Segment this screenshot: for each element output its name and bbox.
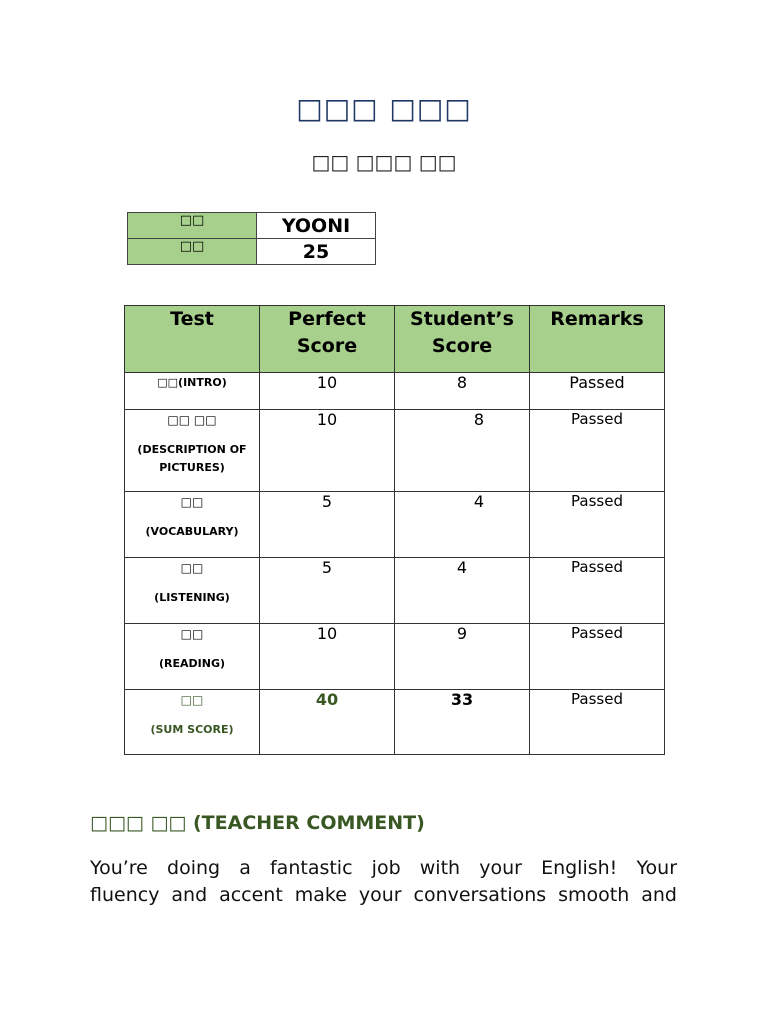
test-name-kor: □□: [180, 495, 204, 509]
remark-cell: Passed: [530, 558, 665, 624]
name-value: YOONI: [257, 213, 376, 239]
table-row: [125, 558, 665, 624]
remark-cell: Passed: [530, 373, 665, 410]
perfect-score-total: 40: [260, 690, 395, 755]
remark-cell: Passed: [530, 690, 665, 755]
student-score-cell: 4: [395, 558, 530, 624]
test-name-cell: [125, 373, 260, 410]
table-row: [125, 690, 665, 755]
student-score-cell: 4: [395, 492, 530, 558]
teacher-comment-heading: □□□ □□ (TEACHER COMMENT): [90, 812, 425, 834]
document-title: □□□ □□□: [296, 92, 472, 125]
name-label: □□: [128, 213, 257, 239]
test-name-eng: (DESCRIPTION OF PICTURES): [137, 443, 247, 474]
table-row: [125, 373, 665, 410]
test-name-cell: [125, 558, 260, 624]
perfect-score-cell: 10: [260, 624, 395, 690]
test-name-kor: □□: [180, 627, 204, 641]
table-row: [125, 624, 665, 690]
student-score-cell: 9: [395, 624, 530, 690]
name-row: [128, 213, 376, 239]
test-name-eng: (VOCABULARY): [145, 525, 239, 538]
student-info-table: [127, 212, 376, 265]
test-name-eng: (SUM SCORE): [150, 723, 234, 736]
perfect-score-cell: 10: [260, 373, 395, 410]
test-name-kor: □□: [180, 561, 204, 575]
header-student-score: Student’s Score: [395, 306, 530, 373]
age-label: □□: [128, 239, 257, 265]
test-name-eng: (LISTENING): [154, 591, 230, 604]
header-perfect-score: Perfect Score: [260, 306, 395, 373]
table-row: [125, 492, 665, 558]
student-score-total: 33: [395, 690, 530, 755]
test-name-cell: [125, 492, 260, 558]
test-name-eng: (READING): [158, 657, 225, 670]
score-table: [124, 305, 665, 755]
test-name-kor: □□(INTRO): [157, 376, 227, 389]
header-test: Test: [125, 306, 260, 373]
score-table-header: [125, 306, 665, 373]
student-score-cell: 8: [395, 373, 530, 410]
test-name-kor: □□: [180, 693, 204, 707]
test-name-cell: [125, 690, 260, 755]
test-name-kor: □□ □□: [167, 413, 217, 427]
remark-cell: Passed: [530, 624, 665, 690]
perfect-score-cell: 10: [260, 410, 395, 492]
test-name-cell: [125, 410, 260, 492]
table-row: [125, 410, 665, 492]
header-remarks: Remarks: [530, 306, 665, 373]
remark-cell: Passed: [530, 492, 665, 558]
perfect-score-cell: 5: [260, 492, 395, 558]
document-subtitle: □□ □□□ □□: [311, 150, 457, 174]
perfect-score-cell: 5: [260, 558, 395, 624]
age-row: [128, 239, 376, 265]
test-name-cell: [125, 624, 260, 690]
comment-line-2: fluency and accent make your conversations smooth and: [90, 884, 677, 906]
comment-line-1: You’re doing a fantastic job with your English! Your: [90, 857, 677, 879]
teacher-comment-body: [90, 855, 677, 909]
age-value: 25: [257, 239, 376, 265]
student-score-cell: 8: [395, 410, 530, 492]
remark-cell: Passed: [530, 410, 665, 492]
